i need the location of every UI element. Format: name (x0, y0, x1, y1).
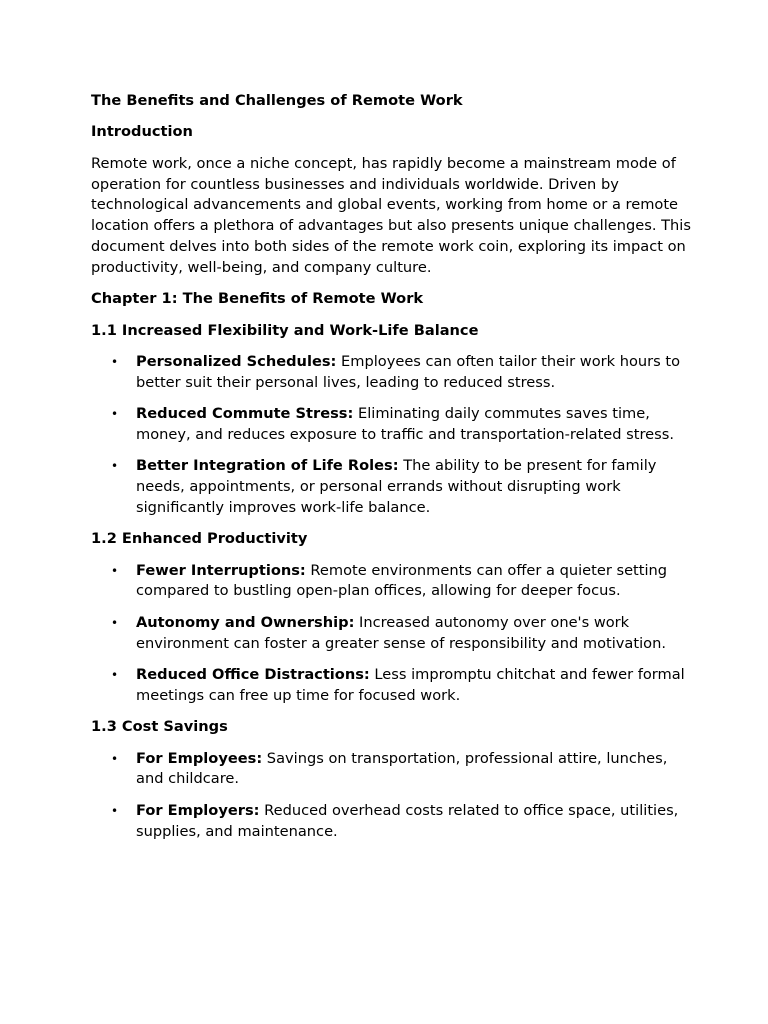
intro-heading: Introduction (91, 123, 193, 141)
intro-paragraph: Remote work, once a niche concept, has rapidly become a mainstream mode of operation for countless businesses and individuals worldwide. Driven by technological advancements and global events, working from home or a remote location offers a plethora of advantages but also presents unique challenges. This document delves into both sides of the remote work coin, exploring its impact on productivity, well-being, and company culture. (91, 154, 691, 276)
bullet-icon: • (111, 751, 119, 766)
item-text: The ability to be present for family needs, appointments, or personal errands without disrupting work significantly improves work-life balance. (136, 457, 657, 516)
item-term: Reduced Office Distractions: (136, 666, 370, 684)
bullet-icon: • (111, 407, 119, 422)
item-term: For Employers: (136, 801, 260, 819)
item-term: Autonomy and Ownership: (136, 613, 355, 631)
section-heading: 1.3 Cost Savings (91, 718, 228, 736)
list-item (91, 404, 691, 446)
item-text: Remote environments can offer a quieter setting compared to bustling open-plan offices, allowing for deeper focus. (136, 561, 668, 600)
item-text: Less impromptu chitchat and fewer formal meetings can free up time for focused work. (136, 666, 685, 704)
section-heading: 1.2 Enhanced Productivity (91, 530, 308, 548)
item-text: Employees can often tailor their work hours to better suit their personal lives, leading to reduced stress. (136, 352, 681, 391)
bullet-list (91, 749, 691, 843)
bullet-icon: • (111, 354, 119, 369)
list-item (91, 665, 691, 707)
item-text: Savings on transportation, professional attire, lunches, and childcare. (136, 749, 668, 788)
item-term: Personalized Schedules: (136, 352, 337, 370)
bullet-icon: • (111, 459, 119, 474)
chapter-heading: Chapter 1: The Benefits of Remote Work (91, 290, 424, 308)
item-term: Better Integration of Life Roles: (136, 457, 399, 475)
bullet-list (91, 561, 691, 707)
item-text: Reduced overhead costs related to office space, utilities, supplies, and maintenance. (136, 801, 679, 840)
item-term: Reduced Commute Stress: (136, 405, 354, 423)
section-heading: 1.1 Increased Flexibility and Work-Life Balance (91, 321, 479, 339)
bullet-icon: • (111, 615, 119, 630)
bullet-icon: • (111, 563, 119, 578)
document-page (91, 91, 691, 853)
item-text: Eliminating daily commutes saves time, money, and reduces exposure to traffic and transportation-related stress. (136, 405, 675, 443)
list-item (91, 801, 691, 843)
bullet-icon: • (111, 668, 119, 683)
list-item (91, 352, 691, 394)
list-item (91, 456, 691, 518)
list-item (91, 613, 691, 655)
item-term: For Employees: (136, 749, 263, 767)
item-term: Fewer Interruptions: (136, 561, 306, 579)
bullet-icon: • (111, 803, 119, 818)
bullet-list (91, 352, 691, 519)
item-text: Increased autonomy over one's work environment can foster a greater sense of responsibility and motivation. (136, 613, 666, 652)
list-item (91, 561, 691, 603)
document-title: The Benefits and Challenges of Remote Work (91, 92, 463, 109)
list-item (91, 749, 691, 791)
